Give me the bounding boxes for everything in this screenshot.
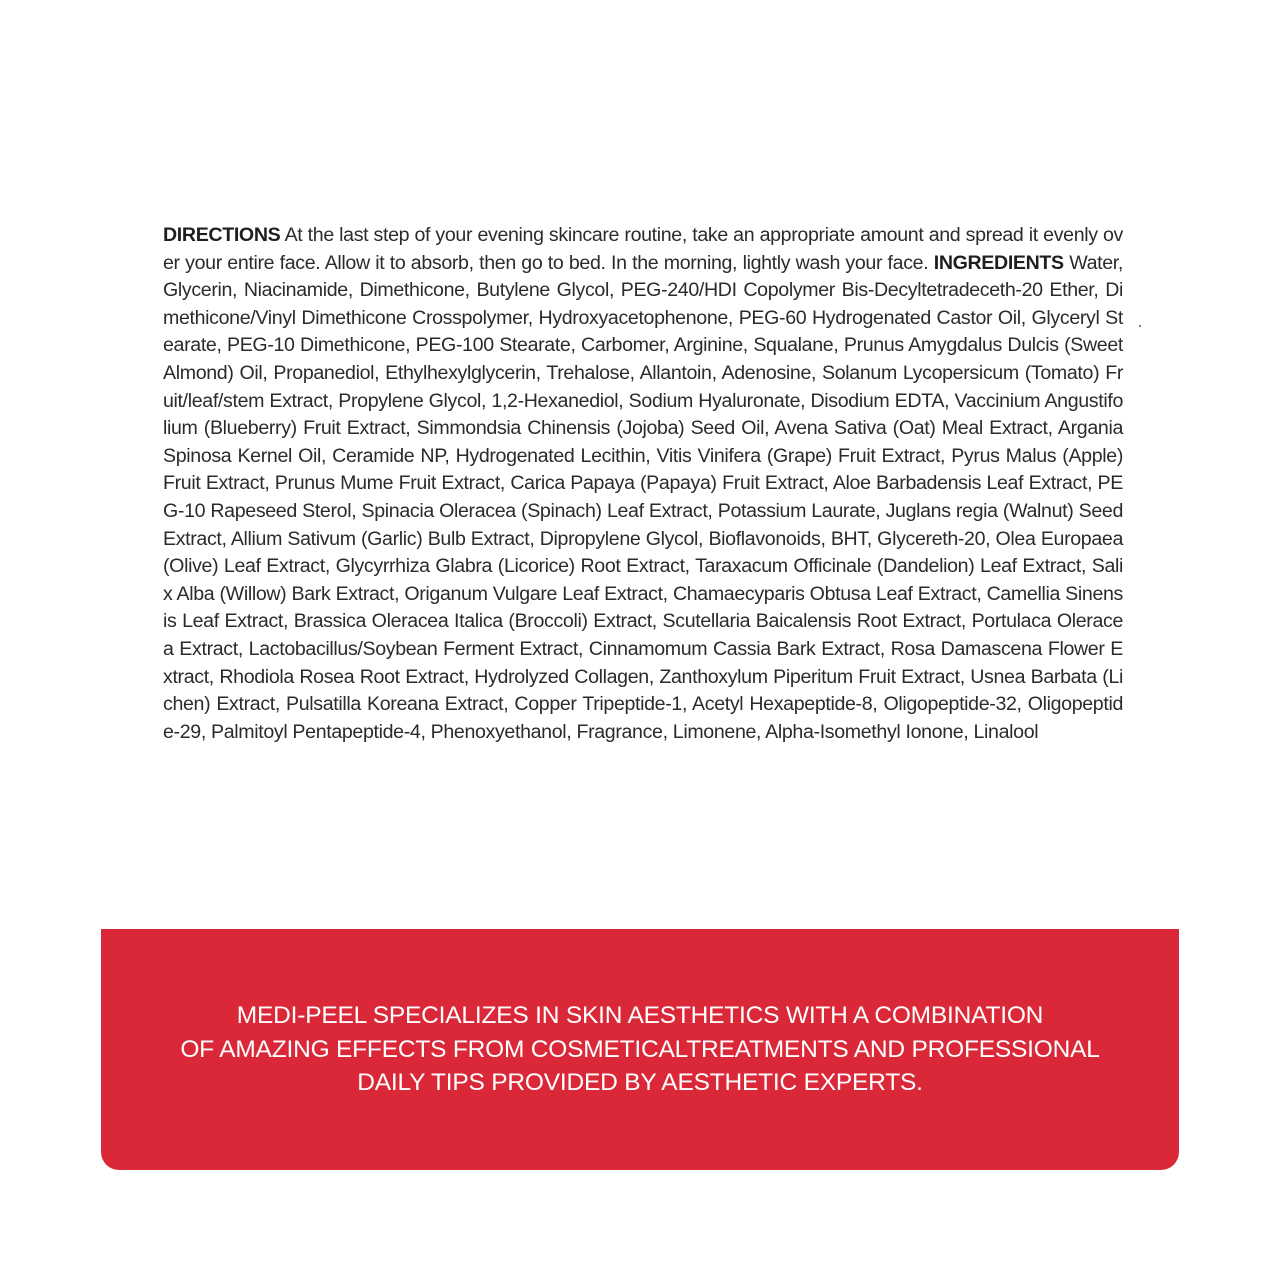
directions-text: At the last step of your evening skincare routine, take an appropriate amount and spread it evenly over your entire face. Allow it to absorb, then go to bed. In the morning, lightly wash your face. bbox=[163, 224, 1123, 274]
ingredients-text: Water, Glycerin, Niacinamide, Dimethicone, Butylene Glycol, PEG-240/HDI Copolymer Bis-Decyltetradeceth-20 Ether, Dimethicone/Vinyl Dimethicone Crosspolymer, Hydroxyacetophenone, PEG-60 Hydrogenated Castor Oil, Glyceryl Stearate, PEG-10 Dimethicone, PEG-100 Stearate, Carbomer, Arginine, Squalane, Prunus Amygdalus Dulcis (Sweet Almond) Oil, Propanediol, Ethylhexylglycerin, Trehalose, Allantoin, Adenosine, Solanum Lycopersicum (Tomato) Fruit/leaf/stem Extract, Propylene Glycol, 1,2-Hexanediol, Sodium Hyaluronate, Disodium EDTA, Vaccinium Angustifolium (Blueberry) Fruit Extract, Simmondsia Chinensis (Jojoba) Seed Oil, Avena Sativa (Oat) Meal Extract, Argania Spinosa Kernel Oil, Ceramide NP, Hydrogenated Lecithin, Vitis Vinifera (Grape) Fruit Extract, Pyrus Malus (Apple) Fruit Extract, Prunus Mume Fruit Extract, Carica Papaya (Papaya) Fruit Extract, Aloe Barbadensis Leaf Extract, PEG-10 Rapeseed Sterol, Spinacia Oleracea (Spinach) Leaf Extract, Potassium Laurate, Juglans regia (Walnut) Seed Extract, Allium Sativum (Garlic) Bulb Extract, Dipropylene Glycol, Bioflavonoids, BHT, Glycereth-20, Olea Europaea (Olive) Leaf Extract, Glycyrrhiza Glabra (Licorice) Root Extract, Taraxacum Officinale (Dandelion) Leaf Extract, Salix Alba (Willow) Bark Extract, Origanum Vulgare Leaf Extract, Chamaecyparis Obtusa Leaf Extract, Camellia Sinensis Leaf Extract, Brassica Oleracea Italica (Broccoli) Extract, Scutellaria Baicalensis Root Extract, Portulaca Oleracea Extract, Lactobacillus/Soybean Ferment Extract, Cinnamomum Cassia Bark Extract, Rosa Damascena Flower Extract, Rhodiola Rosea Root Extract, Hydrolyzed Collagen, Zanthoxylum Piperitum Fruit Extract, Usnea Barbata (Lichen) Extract, Pulsatilla Koreana Extract, Copper Tripeptide-1, Acetyl Hexapeptide-8, Oligopeptide-32, Oligopeptide-29, Palmitoyl Pentapeptide-4, Phenoxyethanol, Fragrance, Limonene, Alpha-Isomethyl Ionone, Linalool bbox=[163, 251, 1123, 743]
stray-dot bbox=[1139, 325, 1141, 327]
brand-statement-line-2: OF AMAZING EFFECTS FROM COSMETICALTREATMENTS AND PROFESSIONAL bbox=[180, 1035, 1100, 1063]
brand-banner bbox=[101, 929, 1179, 1170]
brand-statement-line-3: DAILY TIPS PROVIDED BY AESTHETIC EXPERTS. bbox=[357, 1069, 923, 1096]
directions-label: DIRECTIONS bbox=[163, 224, 281, 246]
directions-ingredients-text bbox=[163, 222, 1123, 746]
brand-statement-line-1: MEDI-PEEL SPECIALIZES IN SKIN AESTHETICS WITH A COMBINATION bbox=[236, 1002, 1044, 1029]
brand-statement bbox=[101, 999, 1179, 1100]
ingredients-label: INGREDIENTS bbox=[933, 251, 1064, 274]
